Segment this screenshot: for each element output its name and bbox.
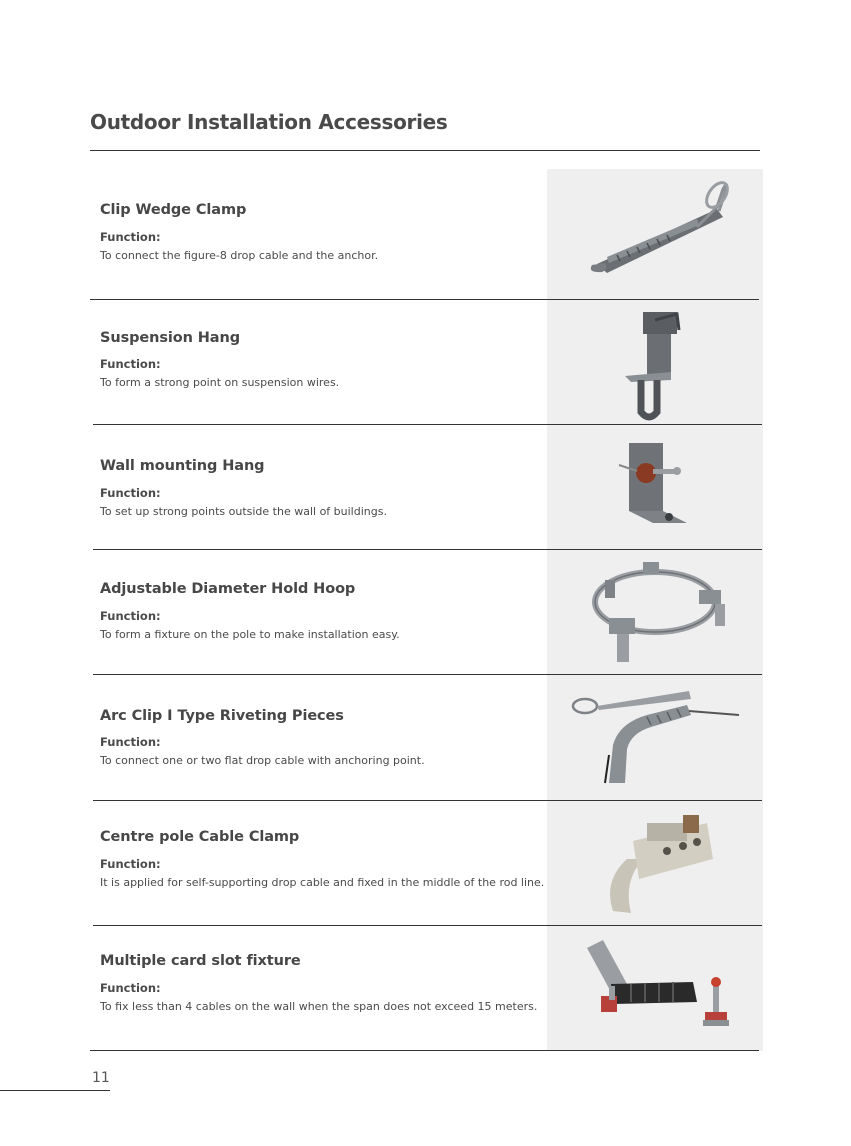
product-name: Clip Wedge Clamp [100, 202, 247, 218]
function-text: It is applied for self-supporting drop cable and fixed in the middle of the rod line. [100, 876, 545, 889]
product-image-panel [547, 550, 763, 675]
product-item-hold-hoop [0, 550, 851, 675]
function-text: To form a fixture on the pole to make installation easy. [100, 628, 400, 641]
wall-mounting-hang-icon [547, 425, 763, 550]
function-text: To fix less than 4 cables on the wall when the span does not exceed 15 meters. [100, 1000, 538, 1013]
function-label: Function: [100, 857, 161, 871]
function-text: To connect one or two flat drop cable with anchoring point. [100, 754, 425, 767]
function-label: Function: [100, 735, 161, 749]
function-label: Function: [100, 981, 161, 995]
product-item-arc-clip [0, 675, 851, 801]
product-image-panel [547, 425, 763, 550]
product-image-panel [547, 926, 763, 1051]
product-name: Multiple card slot fixture [100, 953, 301, 969]
centre-pole-clamp-icon [547, 801, 763, 926]
product-item-clip-wedge-clamp [0, 169, 851, 300]
product-name: Adjustable Diameter Hold Hoop [100, 581, 356, 597]
page-number-underline [0, 1090, 110, 1091]
page-title: Outdoor Installation Accessories [90, 110, 448, 134]
function-label: Function: [100, 230, 161, 244]
hold-hoop-icon [547, 550, 763, 675]
function-label: Function: [100, 609, 161, 623]
product-name: Centre pole Cable Clamp [100, 829, 300, 845]
product-name: Wall mounting Hang [100, 458, 265, 474]
product-item-centre-pole-clamp [0, 801, 851, 926]
card-slot-fixture-icon [547, 926, 763, 1051]
function-text: To set up strong points outside the wall of buildings. [100, 505, 387, 518]
product-image-panel [547, 300, 763, 425]
suspension-hang-icon [547, 300, 763, 425]
function-text: To connect the figure-8 drop cable and the anchor. [100, 249, 379, 262]
product-item-card-slot-fixture [0, 926, 851, 1051]
arc-clip-icon [547, 675, 763, 801]
product-image-panel [547, 675, 763, 801]
function-text: To form a strong point on suspension wires. [100, 376, 340, 389]
product-name: Suspension Hang [100, 330, 240, 346]
page-number: 11 [92, 1070, 110, 1086]
title-divider [90, 150, 760, 151]
clip-wedge-clamp-icon [547, 169, 763, 300]
product-image-panel [547, 801, 763, 926]
product-image-panel [547, 169, 763, 300]
product-item-wall-mounting-hang [0, 425, 851, 550]
item-divider [90, 1050, 759, 1051]
product-item-suspension-hang [0, 300, 851, 425]
function-label: Function: [100, 486, 161, 500]
function-label: Function: [100, 357, 161, 371]
product-name: Arc Clip I Type Riveting Pieces [100, 708, 344, 724]
